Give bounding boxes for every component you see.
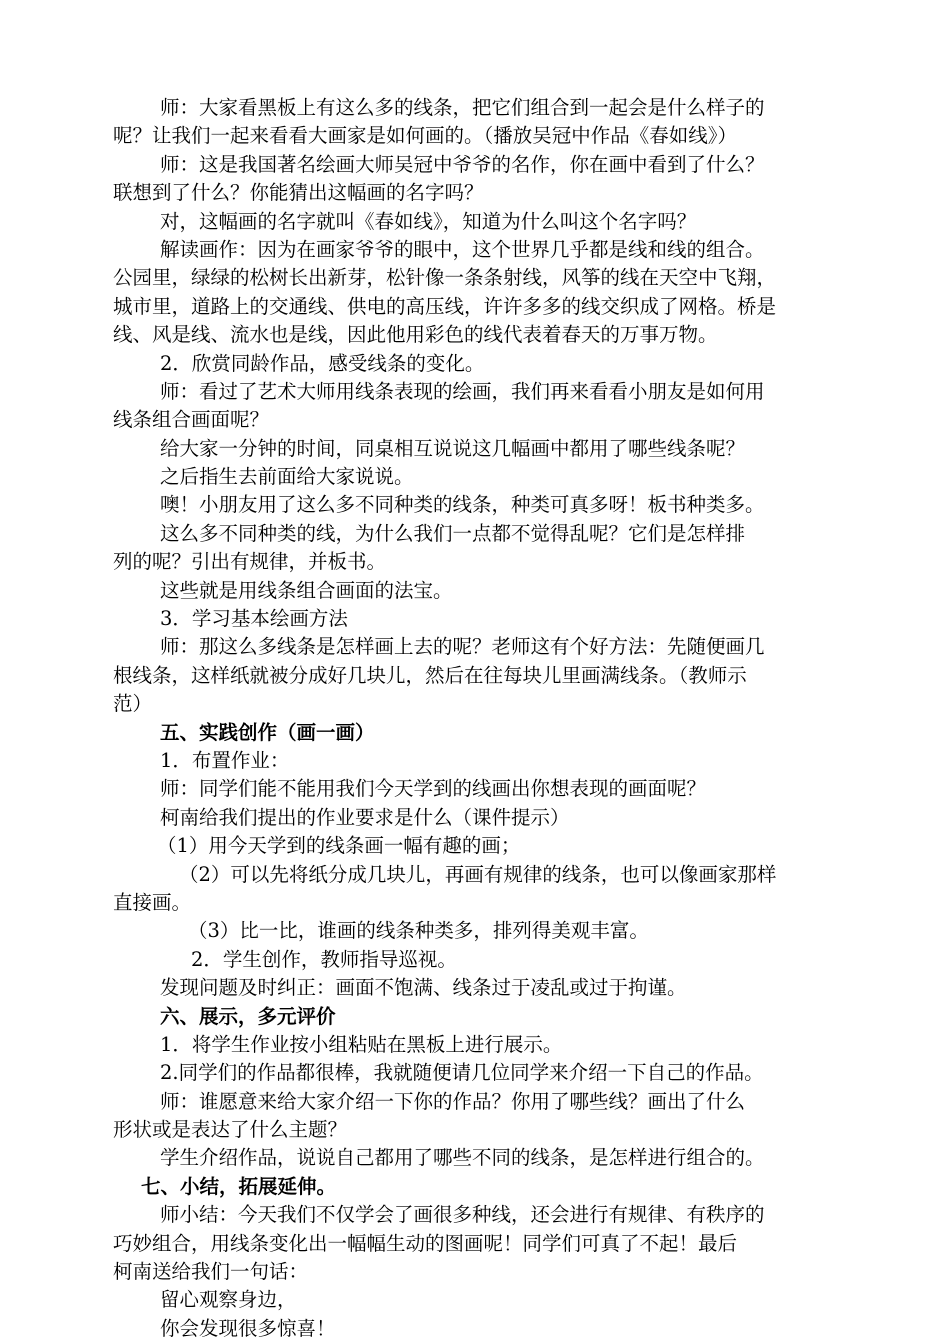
section-heading: 五、实践创作（画一画） (160, 720, 375, 744)
section-subheading: 2．欣赏同龄作品，感受线条的变化。 (160, 351, 485, 375)
paragraph-line: 根线条，这样纸就被分成好几块儿，然后在往每块儿里画满线条。（教师示 (113, 663, 747, 687)
paragraph-line: 线、风是线、流水也是线，因此他用彩色的线代表着春天的万事万物。 (113, 323, 718, 347)
paragraph-line: 直接画。 (113, 890, 192, 914)
paragraph-line: 柯南送给我们一句话： (113, 1260, 309, 1284)
section-heading: 七、小结，拓展延伸。 (141, 1174, 337, 1198)
paragraph-line: 给大家一分钟的时间，同桌相互说说这几幅画中都用了哪些线条呢？ (160, 436, 746, 460)
paragraph-line: 师：同学们能不能用我们今天学到的线画出你想表现的画面呢？ (160, 777, 707, 801)
section-heading: 六、展示，多元评价 (160, 1004, 336, 1028)
paragraph-line: 线条组合画面呢？ (113, 408, 270, 432)
paragraph-line: 师小结：今天我们不仅学会了画很多种线，还会进行有规律、有秩序的 (160, 1203, 765, 1227)
paragraph-line: 巧妙组合，用线条变化出一幅幅生动的图画呢！同学们可真了不起！最后 (113, 1231, 738, 1255)
list-item: （3）比一比，谁画的线条种类多，排列得美观丰富。 (188, 919, 649, 943)
paragraph-line: 你会发现很多惊喜！ (160, 1316, 336, 1340)
paragraph-line: 城市里，道路上的交通线、供电的高压线，许许多多的线交织成了网格。桥是 (113, 294, 777, 318)
paragraph-line: 这些就是用线条组合画面的法宝。 (160, 578, 453, 602)
paragraph-line: 学生介绍作品，说说自己都用了哪些不同的线条，是怎样进行组合的。 (160, 1146, 765, 1170)
paragraph-line: 这么多不同种类的线，为什么我们一点都不觉得乱呢？它们是怎样排 (160, 521, 746, 545)
list-item: （1）用今天学到的线条画一幅有趣的画； (157, 834, 521, 858)
section-subheading: 1．布置作业： (160, 748, 290, 772)
paragraph-line: 形状或是表达了什么主题？ (113, 1118, 348, 1142)
list-item: （2）可以先将纸分成几块儿，再画有规律的线条，也可以像画家那样 (179, 862, 777, 886)
paragraph-line: 师：那这么多线条是怎样画上去的呢？老师这有个好方法：先随便画几 (160, 635, 765, 659)
paragraph-line: 解读画作：因为在画家爷爷的眼中，这个世界几乎都是线和线的组合。 (160, 237, 765, 261)
paragraph-line: 呢？让我们一起来看看大画家是如何画的。（播放吴冠中作品《春如线》） (113, 124, 738, 148)
paragraph-line: 联想到了什么？你能猜出这幅画的名字吗？ (113, 181, 484, 205)
paragraph-line: 范） (113, 692, 153, 716)
paragraph-line: 师：这是我国著名绘画大师吴冠中爷爷的名作，你在画中看到了什么？ (160, 152, 765, 176)
section-subheading: 3．学习基本绘画方法 (160, 607, 348, 631)
paragraph-line: 2.同学们的作品都很棒，我就随便请几位同学来介绍一下自己的作品。 (160, 1061, 764, 1085)
paragraph-line: 师：大家看黑板上有这么多的线条，把它们组合到一起会是什么样子的 (160, 96, 765, 119)
section-subheading: 1．将学生作业按小组粘贴在黑板上进行展示。 (160, 1032, 563, 1056)
section-subheading: 2．学生创作，教师指导巡视。 (191, 947, 457, 971)
paragraph-line: 公园里，绿绿的松树长出新芽，松针像一条条射线，风筝的线在天空中飞翔， (113, 266, 777, 290)
paragraph-line: 列的呢？引出有规律，并板书。 (113, 550, 387, 574)
paragraph-line: 噢！小朋友用了这么多不同种类的线条，种类可真多呀！板书种类多。 (160, 493, 765, 517)
paragraph-line: 柯南给我们提出的作业要求是什么（课件提示） (160, 805, 570, 829)
paragraph-line: 发现问题及时纠正：画面不饱满、线条过于凌乱或过于拘谨。 (160, 976, 687, 1000)
paragraph-line: 之后指生去前面给大家说说。 (160, 465, 414, 489)
document-body (113, 94, 843, 1343)
paragraph-line: 师：看过了艺术大师用线条表现的绘画，我们再来看看小朋友是如何用 (160, 379, 765, 403)
paragraph-line: 留心观察身边， (160, 1288, 297, 1312)
paragraph-line: 师：谁愿意来给大家介绍一下你的作品？你用了哪些线？画出了什么 (160, 1089, 746, 1113)
paragraph-line: 对，这幅画的名字就叫《春如线》，知道为什么叫这个名字吗？ (160, 209, 697, 233)
